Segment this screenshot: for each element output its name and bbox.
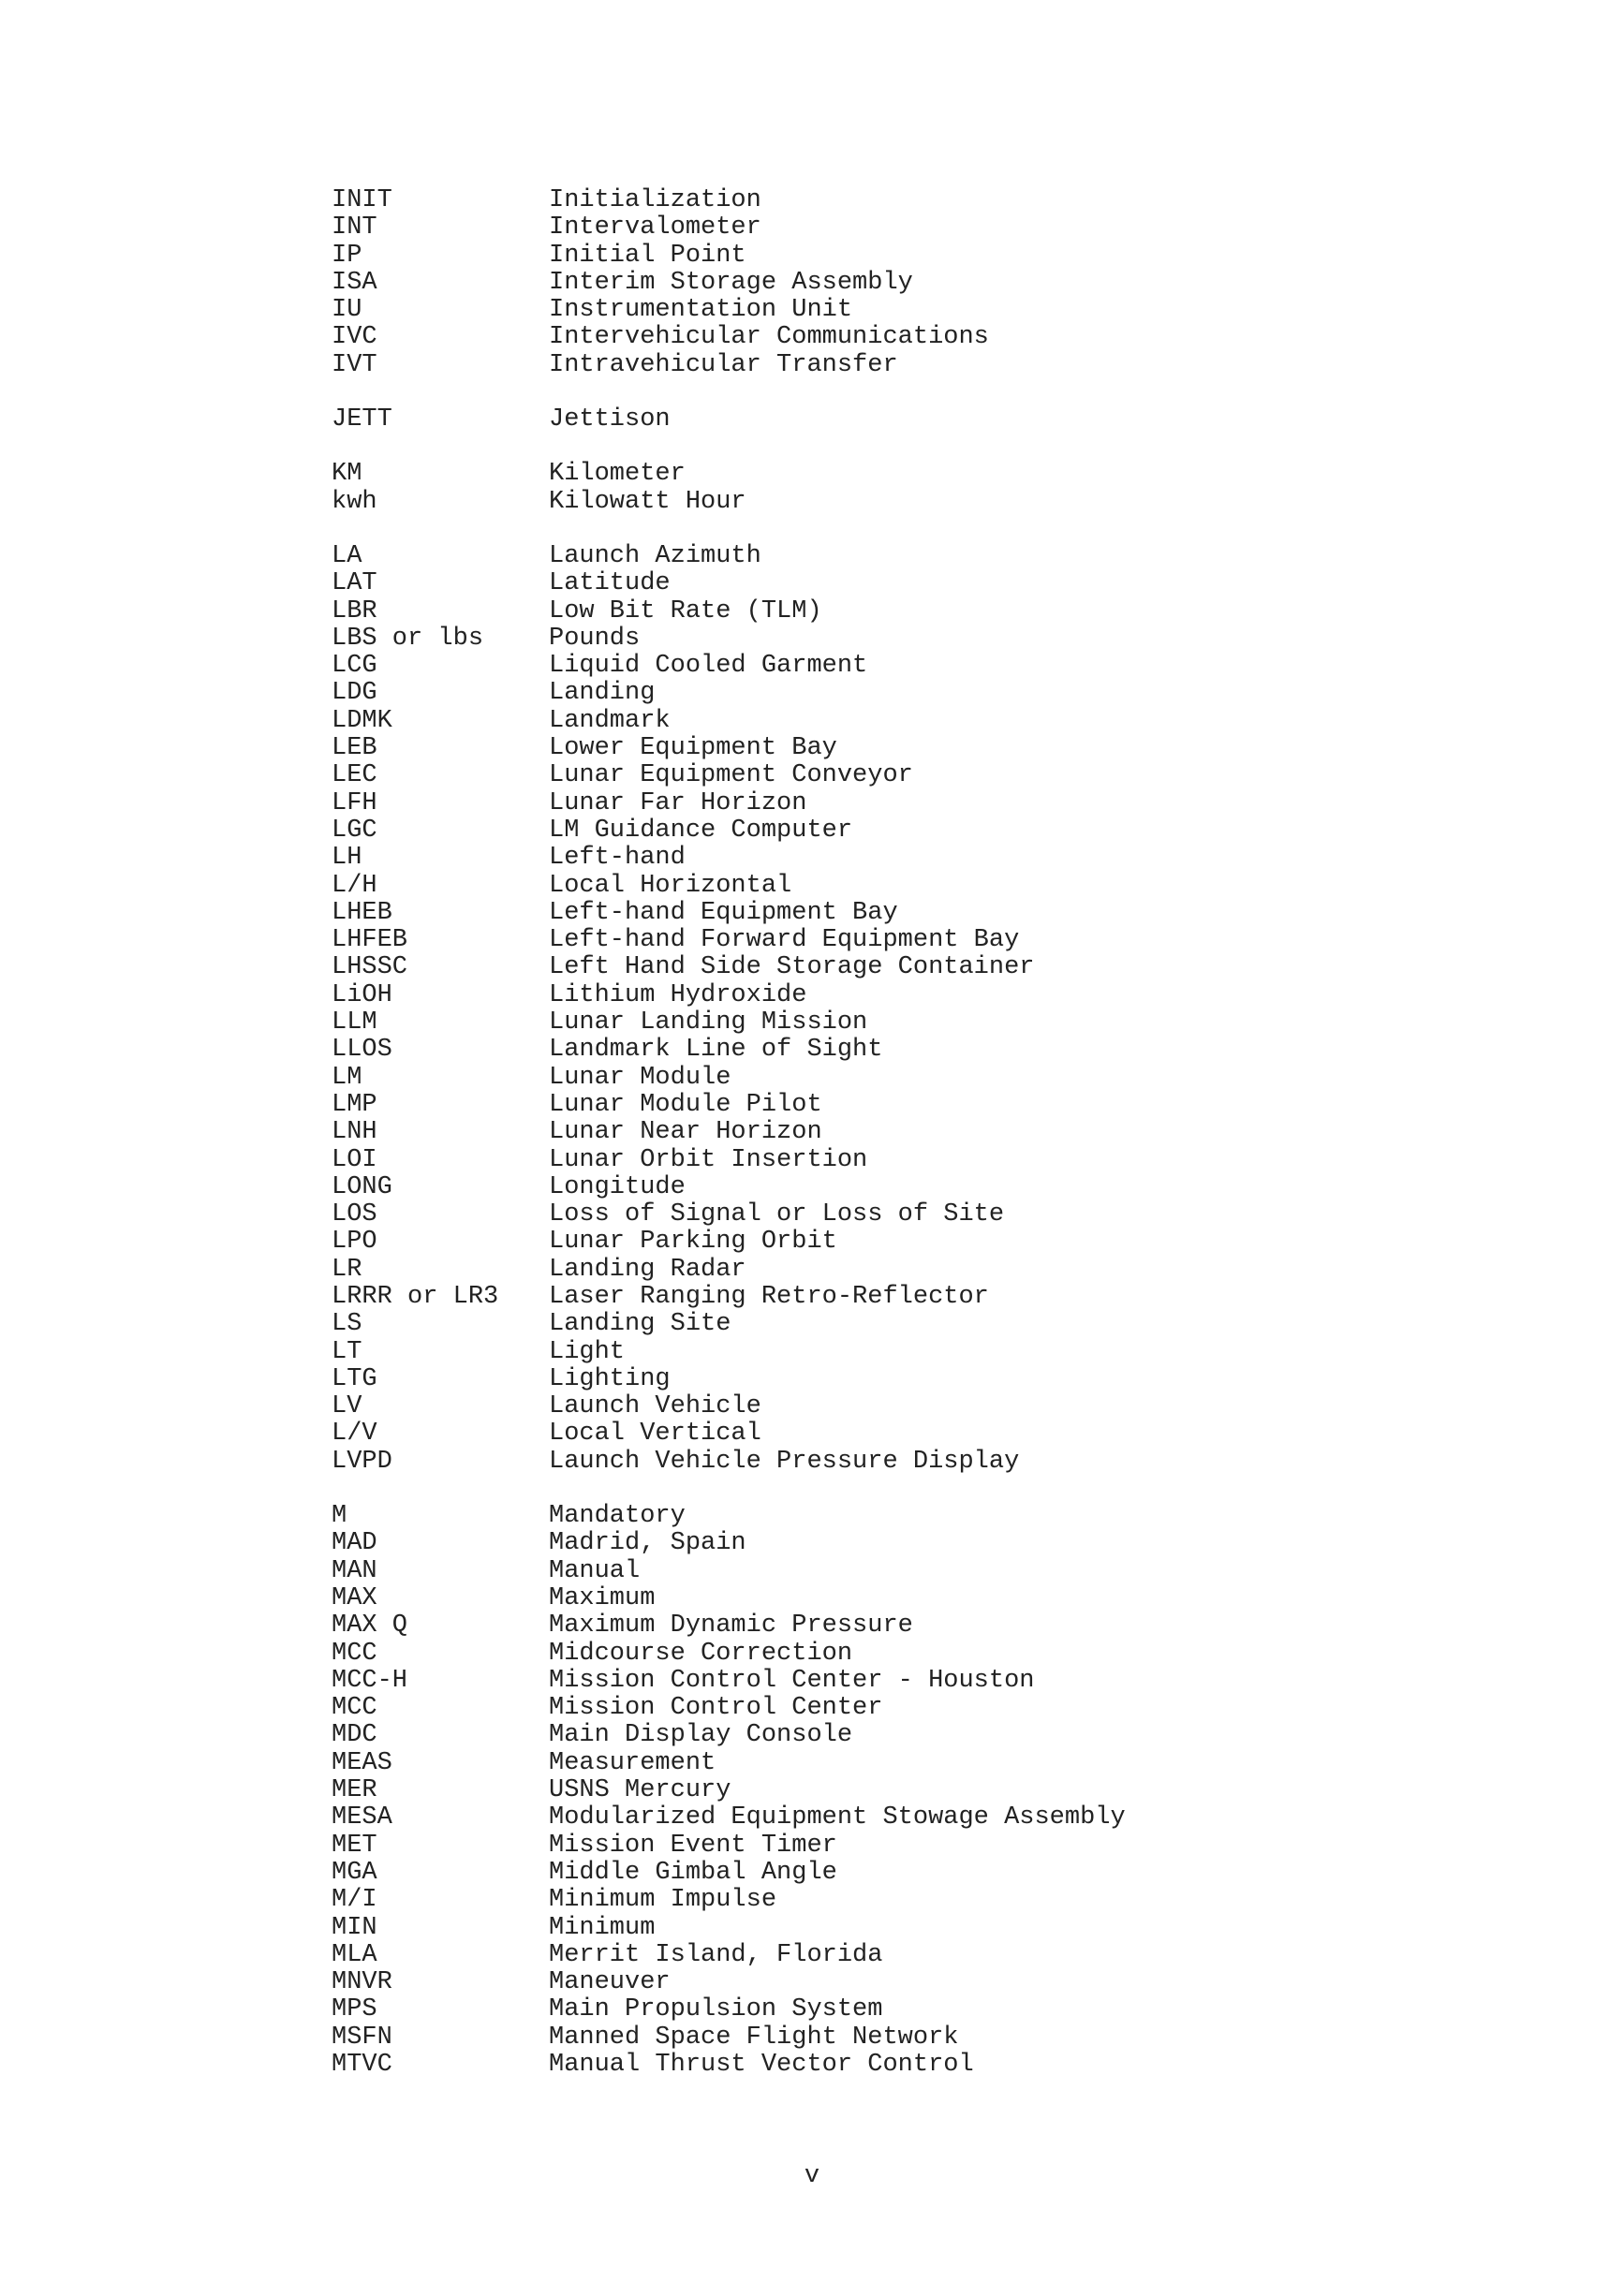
definition: Middle Gimbal Angle xyxy=(549,1858,837,1887)
definition: Launch Vehicle Pressure Display xyxy=(549,1447,1020,1476)
definition: Landmark Line of Sight xyxy=(549,1036,883,1065)
glossary-entry xyxy=(332,790,1362,817)
abbreviation-list xyxy=(332,187,1362,2106)
abbreviation-group xyxy=(332,543,1362,1476)
abbreviation: KM xyxy=(332,460,362,489)
glossary-entry xyxy=(332,1339,1362,1366)
glossary-entry xyxy=(332,873,1362,900)
abbreviation: MCC xyxy=(332,1694,377,1723)
definition: Maximum xyxy=(549,1583,656,1612)
glossary-entry xyxy=(332,1284,1362,1311)
abbreviation: MTVC xyxy=(332,2051,392,2079)
glossary-entry xyxy=(332,817,1362,845)
definition: Local Horizontal xyxy=(549,871,792,900)
abbreviation: MAD xyxy=(332,1529,377,1558)
definition: Liquid Cooled Garment xyxy=(549,652,868,681)
abbreviation: LTG xyxy=(332,1364,377,1393)
glossary-entry xyxy=(332,598,1362,626)
glossary-entry xyxy=(332,680,1362,707)
abbreviation: MAX Q xyxy=(332,1612,408,1641)
abbreviation-group xyxy=(332,187,1362,379)
glossary-entry xyxy=(332,927,1362,954)
definition: Merrit Island, Florida xyxy=(549,1940,883,1969)
definition: Light xyxy=(549,1337,626,1366)
abbreviation: L/H xyxy=(332,871,377,900)
abbreviation: M xyxy=(332,1502,347,1531)
definition: Lunar Landing Mission xyxy=(549,1008,868,1038)
glossary-entry xyxy=(332,1092,1362,1119)
abbreviation-group xyxy=(332,1503,1362,2079)
definition: Latitude xyxy=(549,569,671,598)
abbreviation: JETT xyxy=(332,405,392,434)
definition: Maneuver xyxy=(549,1968,671,1997)
glossary-entry xyxy=(332,1722,1362,1749)
definition: Main Propulsion System xyxy=(549,1995,883,2024)
glossary-entry xyxy=(332,762,1362,789)
definition: LM Guidance Computer xyxy=(549,816,853,845)
glossary-entry xyxy=(332,1147,1362,1174)
definition: Minimum Impulse xyxy=(549,1886,777,1915)
definition: Lunar Parking Orbit xyxy=(549,1228,837,1257)
definition: Jettison xyxy=(549,405,671,434)
definition: Pounds xyxy=(549,624,641,653)
glossary-entry xyxy=(332,1449,1362,1476)
definition: Maximum Dynamic Pressure xyxy=(549,1612,913,1641)
glossary-entry xyxy=(332,1530,1362,1557)
glossary-entry xyxy=(332,1777,1362,1804)
abbreviation: LEB xyxy=(332,734,377,763)
abbreviation: L/V xyxy=(332,1420,377,1449)
abbreviation: LBR xyxy=(332,596,377,626)
definition: Intervehicular Communications xyxy=(549,323,989,352)
abbreviation: LLOS xyxy=(332,1036,392,1065)
abbreviation: LPO xyxy=(332,1228,377,1257)
definition: Interim Storage Assembly xyxy=(549,268,913,297)
definition: Longitude xyxy=(549,1172,686,1201)
glossary-entry xyxy=(332,1996,1362,2024)
glossary-entry xyxy=(332,461,1362,488)
definition: Lunar Module Pilot xyxy=(549,1090,822,1119)
glossary-entry xyxy=(332,1860,1362,1887)
definition: Manual xyxy=(549,1556,641,1585)
abbreviation: LDMK xyxy=(332,706,392,735)
glossary-entry xyxy=(332,1969,1362,1996)
abbreviation: MER xyxy=(332,1776,377,1805)
abbreviation: INIT xyxy=(332,186,392,214)
abbreviation: LHEB xyxy=(332,898,392,927)
definition: Low Bit Rate (TLM) xyxy=(549,596,822,626)
abbreviation: LHSSC xyxy=(332,953,408,982)
glossary-entry xyxy=(332,1174,1362,1201)
abbreviation: MGA xyxy=(332,1858,377,1887)
definition: Launch Vehicle xyxy=(549,1392,761,1421)
abbreviation: MCC xyxy=(332,1639,377,1668)
abbreviation: IVT xyxy=(332,350,377,379)
abbreviation: LV xyxy=(332,1392,362,1421)
glossary-entry xyxy=(332,1366,1362,1393)
abbreviation: LCG xyxy=(332,652,377,681)
definition: Minimum xyxy=(549,1913,656,1942)
abbreviation: MAX xyxy=(332,1583,377,1612)
abbreviation: LR xyxy=(332,1255,362,1284)
definition: Manual Thrust Vector Control xyxy=(549,2051,974,2079)
glossary-entry xyxy=(332,1832,1362,1860)
glossary-entry xyxy=(332,1695,1362,1722)
abbreviation: LEC xyxy=(332,761,377,790)
glossary-entry xyxy=(332,1393,1362,1420)
abbreviation: MPS xyxy=(332,1995,377,2024)
abbreviation: LiOH xyxy=(332,980,392,1009)
glossary-entry xyxy=(332,543,1362,570)
definition: Madrid, Spain xyxy=(549,1529,746,1558)
abbreviation: kwh xyxy=(332,487,377,516)
definition: Measurement xyxy=(549,1748,716,1777)
definition: Instrumentation Unit xyxy=(549,296,853,325)
definition: Landing xyxy=(549,679,656,708)
abbreviation: MET xyxy=(332,1831,377,1860)
definition: Kilometer xyxy=(549,460,686,489)
glossary-entry xyxy=(332,2052,1362,2079)
glossary-entry xyxy=(332,214,1362,242)
definition: Local Vertical xyxy=(549,1420,761,1449)
abbreviation: LDG xyxy=(332,679,377,708)
abbreviation: LS xyxy=(332,1310,362,1339)
glossary-entry xyxy=(332,1420,1362,1448)
definition: Loss of Signal or Loss of Site xyxy=(549,1200,1005,1229)
glossary-entry xyxy=(332,570,1362,597)
glossary-entry xyxy=(332,708,1362,735)
abbreviation: MNVR xyxy=(332,1968,392,1997)
glossary-entry xyxy=(332,1641,1362,1668)
definition: Mission Event Timer xyxy=(549,1831,837,1860)
abbreviation: MIN xyxy=(332,1913,377,1942)
definition: Left-hand Forward Equipment Bay xyxy=(549,926,1020,955)
glossary-entry xyxy=(332,982,1362,1009)
glossary-entry xyxy=(332,1804,1362,1832)
glossary-entry xyxy=(332,2024,1362,2052)
definition: Landing Site xyxy=(549,1310,731,1339)
glossary-entry xyxy=(332,1065,1362,1092)
definition: Landmark xyxy=(549,706,671,735)
definition: Lunar Equipment Conveyor xyxy=(549,761,913,790)
abbreviation: LAT xyxy=(332,569,377,598)
abbreviation: LA xyxy=(332,541,362,570)
glossary-entry xyxy=(332,1229,1362,1256)
abbreviation: INT xyxy=(332,213,377,243)
abbreviation: LT xyxy=(332,1337,362,1366)
glossary-entry xyxy=(332,1915,1362,1942)
definition: Intravehicular Transfer xyxy=(549,350,898,379)
abbreviation: MLA xyxy=(332,1940,377,1969)
glossary-entry xyxy=(332,297,1362,324)
abbreviation: LH xyxy=(332,844,362,873)
definition: Lithium Hydroxide xyxy=(549,980,807,1009)
abbreviation: LOS xyxy=(332,1200,377,1229)
abbreviation: LGC xyxy=(332,816,377,845)
glossary-entry xyxy=(332,270,1362,297)
definition: Left-hand xyxy=(549,844,686,873)
definition: Lunar Module xyxy=(549,1063,731,1092)
abbreviation: MEAS xyxy=(332,1748,392,1777)
abbreviation: ISA xyxy=(332,268,377,297)
glossary-entry xyxy=(332,1942,1362,1969)
definition: Main Display Console xyxy=(549,1721,853,1750)
glossary-entry xyxy=(332,1750,1362,1777)
definition: Mission Control Center - Houston xyxy=(549,1666,1035,1695)
definition: Mandatory xyxy=(549,1502,686,1531)
definition: Initialization xyxy=(549,186,761,214)
abbreviation: LRRR or LR3 xyxy=(332,1282,499,1311)
definition: Mission Control Center xyxy=(549,1694,883,1723)
abbreviation: LMP xyxy=(332,1090,377,1119)
glossary-entry xyxy=(332,1009,1362,1037)
definition: Lunar Far Horizon xyxy=(549,788,807,817)
glossary-entry xyxy=(332,489,1362,516)
glossary-entry xyxy=(332,1503,1362,1530)
abbreviation: M/I xyxy=(332,1886,377,1915)
glossary-entry xyxy=(332,900,1362,927)
page-number: v xyxy=(804,2162,820,2190)
definition: Lunar Orbit Insertion xyxy=(549,1145,868,1174)
glossary-entry xyxy=(332,653,1362,680)
glossary-entry xyxy=(332,187,1362,214)
abbreviation: LONG xyxy=(332,1172,392,1201)
abbreviation: MDC xyxy=(332,1721,377,1750)
glossary-entry xyxy=(332,352,1362,379)
glossary-entry xyxy=(332,1585,1362,1612)
abbreviation-group xyxy=(332,406,1362,434)
definition: Kilowatt Hour xyxy=(549,487,746,516)
abbreviation: LNH xyxy=(332,1118,377,1147)
glossary-entry xyxy=(332,324,1362,351)
glossary-entry xyxy=(332,1037,1362,1064)
abbreviation: LM xyxy=(332,1063,362,1092)
abbreviation: LOI xyxy=(332,1145,377,1174)
glossary-entry xyxy=(332,845,1362,872)
glossary-entry xyxy=(332,1558,1362,1585)
glossary-entry xyxy=(332,1257,1362,1284)
glossary-entry xyxy=(332,406,1362,434)
definition: Intervalometer xyxy=(549,213,761,243)
definition: Launch Azimuth xyxy=(549,541,761,570)
definition: Landing Radar xyxy=(549,1255,746,1284)
glossary-entry xyxy=(332,1119,1362,1146)
definition: Laser Ranging Retro-Reflector xyxy=(549,1282,989,1311)
glossary-entry xyxy=(332,1668,1362,1695)
abbreviation: MAN xyxy=(332,1556,377,1585)
glossary-entry xyxy=(332,1612,1362,1640)
glossary-entry xyxy=(332,735,1362,762)
glossary-entry xyxy=(332,243,1362,270)
abbreviation: IU xyxy=(332,296,362,325)
definition: Initial Point xyxy=(549,241,746,270)
definition: Left-hand Equipment Bay xyxy=(549,898,898,927)
abbreviation: LVPD xyxy=(332,1447,392,1476)
definition: Modularized Equipment Stowage Assembly xyxy=(549,1803,1126,1832)
abbreviation-group xyxy=(332,461,1362,516)
abbreviation: MESA xyxy=(332,1803,392,1832)
abbreviation: MCC-H xyxy=(332,1666,408,1695)
glossary-entry xyxy=(332,626,1362,653)
abbreviation: LFH xyxy=(332,788,377,817)
glossary-entry xyxy=(332,1311,1362,1338)
glossary-entry xyxy=(332,1201,1362,1229)
definition: Midcourse Correction xyxy=(549,1639,853,1668)
definition: Lighting xyxy=(549,1364,671,1393)
abbreviation: LLM xyxy=(332,1008,377,1038)
definition: Lunar Near Horizon xyxy=(549,1118,822,1147)
abbreviation: LBS or lbs xyxy=(332,624,484,653)
definition: Lower Equipment Bay xyxy=(549,734,837,763)
definition: Manned Space Flight Network xyxy=(549,2023,959,2052)
definition: USNS Mercury xyxy=(549,1776,731,1805)
abbreviation: LHFEB xyxy=(332,926,408,955)
abbreviation: IVC xyxy=(332,323,377,352)
glossary-entry xyxy=(332,1887,1362,1914)
definition: Left Hand Side Storage Container xyxy=(549,953,1035,982)
glossary-entry xyxy=(332,954,1362,981)
abbreviation: IP xyxy=(332,241,362,270)
abbreviation: MSFN xyxy=(332,2023,392,2052)
